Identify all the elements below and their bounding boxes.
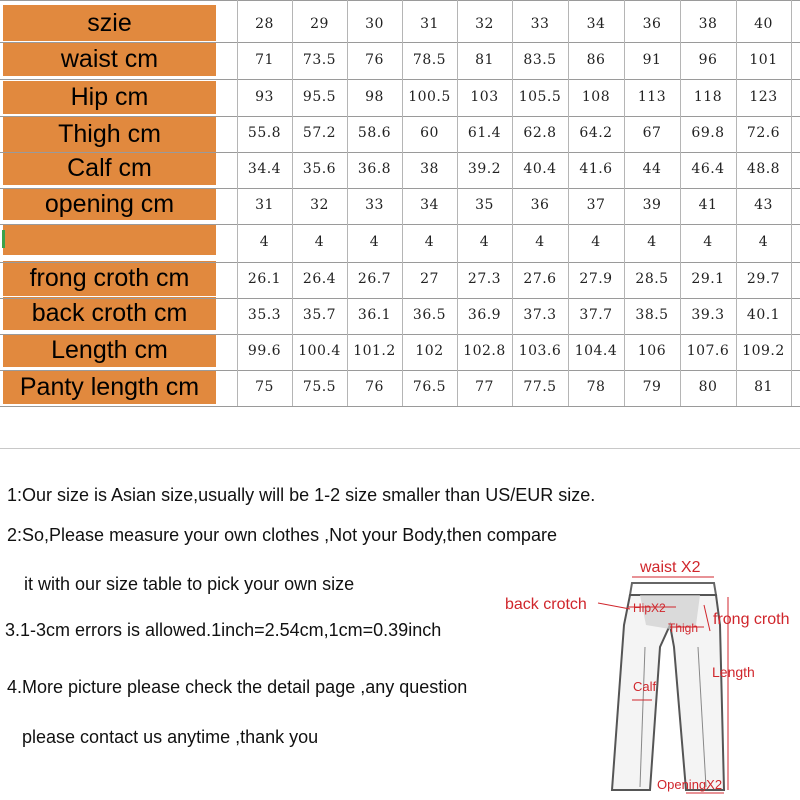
table-cell: 48.8 — [746, 161, 781, 177]
table-cell: 36 — [530, 197, 550, 213]
table-cell: 105.5 — [518, 88, 562, 105]
row-label: Thigh cm — [3, 117, 216, 152]
table-cell: 26.7 — [357, 271, 392, 287]
header-size-cell: 38 — [698, 16, 718, 32]
table-cell: 38 — [420, 161, 439, 177]
grid-line-horizontal — [0, 406, 800, 407]
thigh-label: Thigh — [668, 621, 699, 635]
table-cell: 75 — [255, 379, 274, 395]
table-cell: 43 — [754, 197, 773, 213]
table-cell: 101.2 — [353, 343, 396, 359]
table-cell: 81 — [475, 51, 494, 68]
table-cell: 58.6 — [357, 125, 392, 141]
table-cell: 26.1 — [247, 271, 282, 287]
table-cell: 46.4 — [691, 161, 725, 177]
row-label: waist cm — [3, 42, 216, 76]
pants-measurement-diagram — [500, 555, 800, 800]
table-cell: 57.2 — [302, 125, 337, 141]
table-cell: 81 — [754, 379, 773, 395]
table-cell: 62.8 — [523, 125, 557, 141]
table-cell: 104.4 — [574, 343, 618, 359]
table-cell: 118 — [693, 88, 723, 105]
table-cell: 80 — [698, 379, 718, 395]
table-cell: 93 — [255, 88, 274, 105]
table-cell: 78 — [586, 379, 606, 395]
row-label: frong croth cm — [3, 261, 216, 296]
grid-line-vertical — [237, 0, 238, 406]
table-cell: 27.6 — [523, 271, 557, 287]
table-cell: 4 — [535, 234, 545, 250]
header-size-cell: 34 — [586, 16, 606, 32]
row-label: Calf cm — [3, 152, 216, 185]
row-label: opening cm — [3, 188, 216, 220]
pants-outline-icon — [500, 555, 800, 800]
green-marker — [2, 230, 5, 248]
grid-line-vertical — [457, 0, 458, 406]
table-cell: 79 — [642, 379, 662, 395]
table-cell: 41.6 — [579, 161, 613, 177]
table-cell: 100.5 — [408, 88, 451, 105]
table-cell: 35.6 — [302, 161, 337, 177]
table-cell: 113 — [637, 88, 667, 105]
header-size-cell: 28 — [255, 16, 274, 32]
table-cell: 69.8 — [691, 125, 725, 141]
note-1: 1:Our size is Asian size,usually will be 1-2 size smaller than US/EUR size. — [7, 485, 596, 505]
front-crotch-label: frong croth — [713, 611, 790, 628]
header-label: szie — [3, 5, 216, 41]
table-cell: 103.6 — [518, 343, 562, 359]
header-size-cell: 31 — [420, 16, 439, 32]
table-cell: 95.5 — [302, 88, 337, 105]
table-cell: 60 — [420, 125, 439, 141]
note-3: 3.1-3cm errors is allowed.1inch=2.54cm,1cm=0.39inch — [5, 620, 442, 640]
note-4-continued: please contact us anytime ,thank you — [22, 727, 319, 747]
table-cell: 36.8 — [357, 161, 392, 177]
grid-line-vertical — [292, 0, 293, 406]
table-cell: 108 — [581, 88, 611, 105]
table-cell: 4 — [479, 234, 490, 250]
table-cell: 109.2 — [742, 343, 785, 359]
grid-line-vertical — [624, 0, 625, 406]
table-cell: 34 — [420, 197, 439, 213]
note-2: 2:So,Please measure your own clothes ,Not your Body,then compare — [7, 525, 557, 545]
table-cell: 39.3 — [691, 307, 725, 323]
table-cell: 98 — [365, 88, 384, 105]
table-cell: 29.7 — [746, 271, 781, 287]
grid-line-vertical — [791, 0, 792, 406]
table-cell: 39.2 — [467, 161, 502, 177]
table-cell: 37 — [586, 197, 606, 213]
header-size-cell: 29 — [310, 16, 329, 32]
table-cell: 38.5 — [635, 307, 669, 323]
table-cell: 106 — [637, 343, 667, 359]
table-cell: 27.9 — [579, 271, 613, 287]
table-cell: 71 — [255, 51, 274, 68]
table-cell: 35 — [475, 197, 494, 213]
table-cell: 96 — [698, 51, 718, 68]
table-cell: 67 — [642, 125, 662, 141]
hip-label: HipX2 — [633, 601, 666, 615]
table-cell: 33 — [365, 197, 384, 213]
table-cell: 41 — [698, 197, 718, 213]
note-2-continued: it with our size table to pick your own size — [24, 574, 355, 594]
table-cell: 102.8 — [463, 343, 506, 359]
table-cell: 26.4 — [302, 271, 337, 287]
row-label — [3, 224, 216, 255]
table-cell: 32 — [310, 197, 329, 213]
table-cell: 99.6 — [247, 343, 282, 359]
table-cell: 27.3 — [467, 271, 502, 287]
table-cell: 44 — [642, 161, 662, 177]
table-cell: 4 — [591, 234, 601, 250]
table-cell: 64.2 — [579, 125, 613, 141]
table-cell: 55.8 — [247, 125, 282, 141]
row-label: Hip cm — [3, 81, 216, 114]
row-label: Panty length cm — [3, 370, 216, 404]
calf-label: Calf — [633, 679, 657, 694]
header-size-cell: 40 — [754, 16, 773, 32]
table-cell: 37.7 — [579, 307, 613, 323]
table-cell: 4 — [424, 234, 435, 250]
table-cell: 4 — [758, 234, 769, 250]
table-cell: 75.5 — [302, 379, 337, 395]
table-cell: 36.9 — [467, 307, 502, 323]
table-cell: 4 — [259, 234, 270, 250]
header-size-cell: 33 — [530, 16, 550, 32]
table-cell: 86 — [586, 51, 606, 68]
grid-line-vertical — [680, 0, 681, 406]
table-cell: 4 — [703, 234, 713, 250]
table-cell: 76.5 — [412, 379, 447, 395]
header-size-cell: 36 — [642, 16, 662, 32]
table-cell: 39 — [642, 197, 662, 213]
table-cell: 77.5 — [523, 379, 557, 395]
table-cell: 102 — [415, 343, 444, 359]
table-cell: 83.5 — [523, 51, 557, 68]
table-cell: 123 — [749, 88, 778, 105]
table-cell: 37.3 — [523, 307, 557, 323]
table-cell: 4 — [314, 234, 325, 250]
table-cell: 36.1 — [357, 307, 392, 323]
table-cell: 61.4 — [467, 125, 502, 141]
table-cell: 31 — [255, 197, 274, 213]
grid-line-vertical — [512, 0, 513, 406]
table-cell: 91 — [642, 51, 662, 68]
table-cell: 40.4 — [523, 161, 557, 177]
table-cell: 78.5 — [412, 51, 447, 68]
table-cell: 35.3 — [247, 307, 282, 323]
table-cell: 101 — [749, 51, 778, 68]
table-cell: 4 — [647, 234, 657, 250]
table-cell: 103 — [470, 88, 499, 105]
grid-line-vertical — [347, 0, 348, 406]
table-cell: 34.4 — [247, 161, 282, 177]
table-cell: 27 — [420, 271, 439, 287]
table-cell: 77 — [475, 379, 494, 395]
header-size-cell: 32 — [475, 16, 494, 32]
table-cell: 36.5 — [412, 307, 447, 323]
table-cell: 76 — [365, 51, 384, 68]
table-cell: 73.5 — [302, 51, 337, 68]
table-cell: 29.1 — [691, 271, 725, 287]
note-4: 4.More picture please check the detail page ,any question — [7, 677, 468, 697]
table-cell: 72.6 — [746, 125, 781, 141]
header-size-cell: 30 — [365, 16, 384, 32]
table-cell: 28.5 — [635, 271, 669, 287]
row-label: back croth cm — [3, 297, 216, 330]
grid-line-vertical — [402, 0, 403, 406]
waist-label: waist X2 — [640, 559, 701, 576]
table-cell: 4 — [369, 234, 380, 250]
table-cell: 76 — [365, 379, 384, 395]
opening-label: OpeningX2 — [657, 777, 723, 792]
table-cell: 100.4 — [298, 343, 341, 359]
row-label: Length cm — [3, 334, 216, 367]
length-label: Length — [712, 664, 755, 680]
grid-line-vertical — [568, 0, 569, 406]
table-cell: 107.6 — [686, 343, 730, 359]
grid-line-vertical — [736, 0, 737, 406]
back-crotch-label: back crotch — [505, 596, 587, 613]
table-cell: 35.7 — [302, 307, 337, 323]
table-cell: 40.1 — [746, 307, 781, 323]
